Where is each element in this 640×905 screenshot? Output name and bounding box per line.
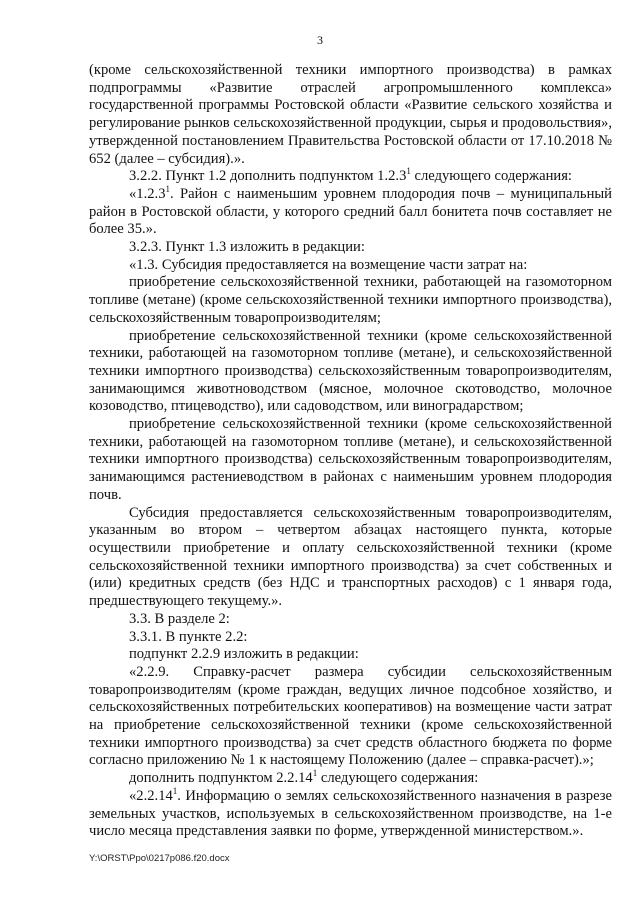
- paragraph-11: [89, 629, 612, 647]
- superscript: 1: [172, 785, 178, 796]
- paragraph-text: подпункт 2.2.9 изложить в редакции:: [129, 646, 359, 663]
- paragraph-text: дополнить подпунктом 2.2.14: [129, 770, 313, 787]
- paragraph-4: [89, 239, 612, 257]
- superscript: 1: [165, 184, 170, 195]
- paragraph-text: 3.3.1. В пункте 2.2:: [129, 628, 248, 645]
- paragraph-1: [89, 62, 612, 168]
- page-number: 3: [317, 33, 323, 47]
- paragraph-13: [89, 664, 612, 770]
- paragraph-tail: следующего содержания:: [317, 770, 479, 787]
- paragraph-tail: . Район с наименьшим уровнем плодородия почв – муниципальный район в Ростовской области, у которого средний балл бонитета почв составляет не более 35.».: [89, 185, 612, 238]
- paragraph-text: (кроме сельскохозяйственной техники импортного производства) в рамках подпрограммы «Развитие отраслей агропромышленного комплекса» государственной программы Ростовской области «Развитие сельского хозяйства и регулирование рынков сельскохозяйственной продукции, сырья и продовольствия», утвержденной постановлением Правительства Ростовской области от 17.10.2018 № 652 (далее – субсидия).».: [89, 62, 612, 167]
- paragraph-10: [89, 611, 612, 629]
- superscript: 1: [312, 768, 318, 779]
- file-path-footer: Y:\ORST\Ppo\0217p086.f20.docx: [89, 853, 230, 864]
- paragraph-14: [89, 770, 612, 788]
- document-body: [89, 62, 612, 841]
- paragraph-text: 3.2.3. Пункт 1.3 изложить в редакции:: [129, 239, 365, 256]
- paragraph-12: [89, 646, 612, 664]
- paragraph-3: [89, 186, 612, 239]
- paragraph-tail: следующего содержания:: [410, 168, 572, 185]
- paragraph-text: «1.2.3: [129, 185, 166, 202]
- paragraph-text: «2.2.14: [129, 787, 173, 804]
- paragraph-8: [89, 416, 612, 505]
- paragraph-5: [89, 257, 612, 275]
- paragraph-9: [89, 505, 612, 611]
- paragraph-text: приобретение сельскохозяйственной техники (кроме сельскохозяйственной техники, работающей на газомоторном топливе (метане), и сельскохозяйственной техники импортного производства) сельскохозяйственным товаропроизводителям, занимающимся растениеводством в районах с наименьшим уровнем плодородия почв.: [89, 416, 612, 503]
- paragraph-text: Субсидия предоставляется сельскохозяйственным товаропроизводителям, указанным во втором – четвертом абзацах настоящего пункта, которые осуществили приобретение и оплату сельскохозяйственной техники (кроме сельскохозяйственной техники импортного производства) за счет собственных и (или) кредитных средств (без НДС и транспортных расходов) с 1 января года, предшествующего текущему.».: [89, 504, 612, 610]
- paragraph-text: 3.3. В разделе 2:: [129, 610, 230, 627]
- paragraph-15: [89, 785, 612, 841]
- paragraph-7: [89, 328, 612, 417]
- paragraph-6: [89, 274, 612, 327]
- paragraph-text: «2.2.9. Справку-расчет размера субсидии сельскохозяйственным товаропроизводителям (кроме граждан, ведущих личное подсобное хозяйство, и сельскохозяйственных потребительских кооперативов) на возмещение части затрат на приобретение сельскохозяйственной техники (кроме сельскохозяйственной техники импортного производства) за счет средств областного бюджета по форме согласно приложению № 1 к настоящему Положению (далее – справка-расчет).»;: [89, 663, 612, 769]
- superscript: 1: [406, 166, 411, 177]
- paragraph-tail: . Информацию о землях сельскохозяйственного назначения в разрезе земельных участков, используемых в сельскохозяйственном производстве, на 1-е число месяца представления заявки по форме, утвержденной министерством.».: [89, 787, 612, 840]
- paragraph-text: приобретение сельскохозяйственной техники, работающей на газомоторном топливе (метане) (кроме сельскохозяйственной техники импортного производства), сельскохозяйственным товаропроизводителям;: [89, 274, 612, 326]
- paragraph-text: приобретение сельскохозяйственной техники (кроме сельскохозяйственной техники, работающей на газомоторном топливе (метане), и сельскохозяйственной техники импортного производства) сельскохозяйственным товаропроизводителям, занимающимся животноводством (мясное, молочное скотоводство, молочное козоводство, птицеводство), или садоводством, или виноградарством;: [89, 327, 612, 415]
- paragraph-text: «1.3. Субсидия предоставляется на возмещение части затрат на:: [129, 256, 528, 273]
- paragraph-text: 3.2.2. Пункт 1.2 дополнить подпунктом 1.2.3: [129, 168, 407, 185]
